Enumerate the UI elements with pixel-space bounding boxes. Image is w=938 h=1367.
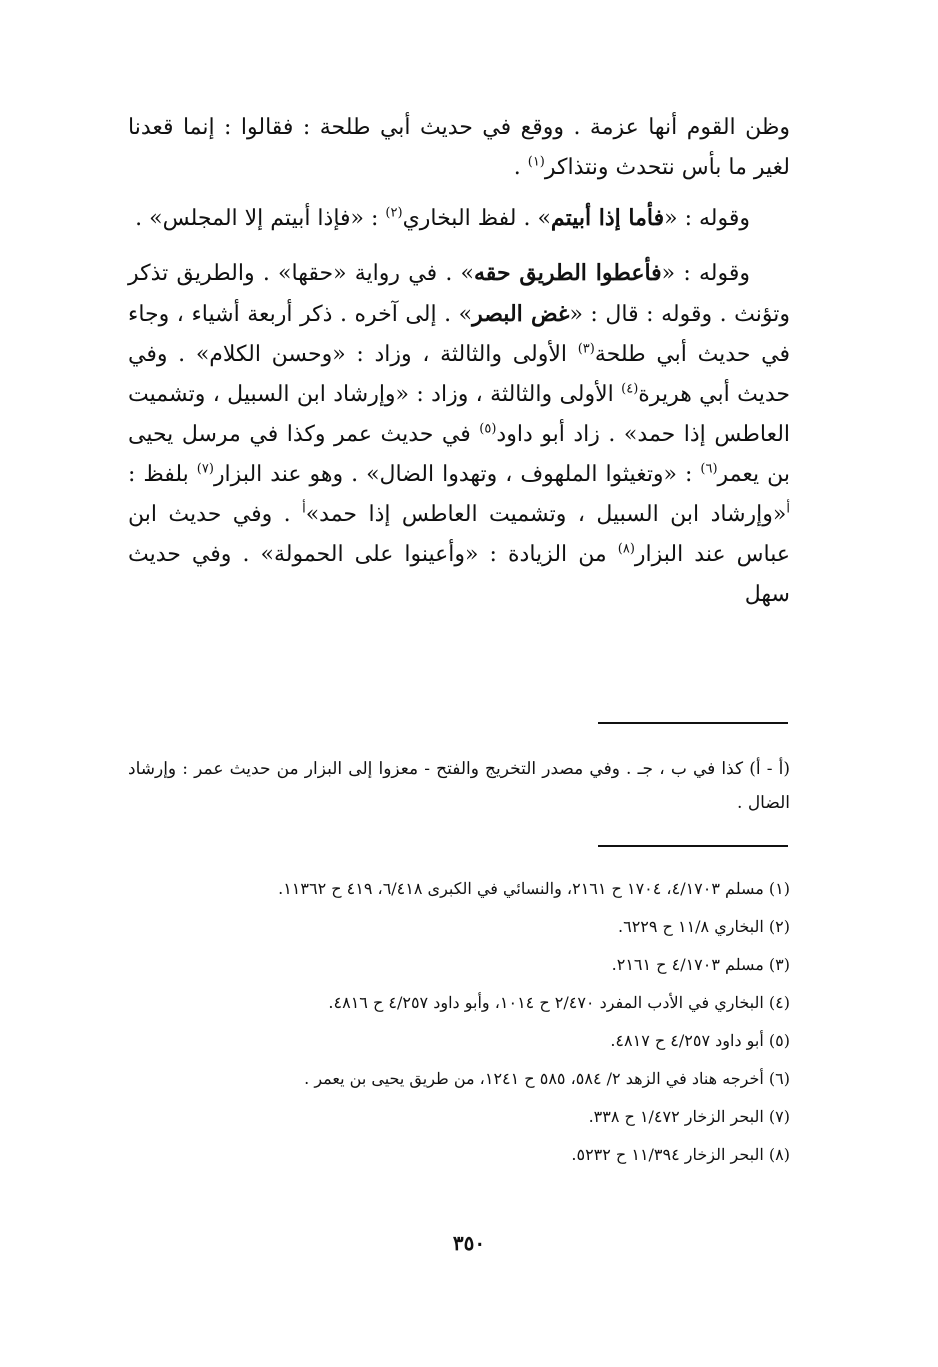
variant-marker-close: أ [302,501,306,517]
footnote-4: (٤) البخاري في الأدب المفرد ٢/٤٧٠ ح ١٠١٤، وأبو داود ٤/٢٥٧ ح ٤٨١٦. [328,993,790,1012]
paragraph-2-lead: وقوله : « [664,206,750,231]
paragraph-2 [128,198,790,239]
paragraph-3-segment-3: الأولى والثالثة ، وزاد : «وحسن الكلام» . وفي حديث أبي هريرة [128,342,790,407]
footnote-3: (٣) مسلم ٤/١٧٠٣ ح ٢١٦١. [611,955,790,974]
paragraph-2-tail: : «فإذا أبيتم إلا المجلس» . [135,206,386,231]
paragraph-3-bold-quote-2: غض البصر [472,301,570,327]
paragraph-1-end: . [513,155,528,180]
paragraph-3-segment-8: «وإرشاد ابن السبيل ، وتشميت العاطس إذا حمد» [305,502,787,527]
footnote-ref-6: (٦) [700,461,718,477]
paragraph-1-text: وظن القوم أنها عزمة . ووقع في حديث أبي طلحة : فقالوا : إنما قعدنا لغير ما بأس نتحدث ونتذاكر [128,115,790,180]
main-text-body [128,108,790,615]
footnote-5: (٥) أبو داود ٤/٢٥٧ ح ٤٨١٧. [610,1031,790,1050]
footnote-ref-5: (٥) [479,421,497,437]
footnote-7: (٧) البحر الزخار ١/٤٧٢ ح ٣٣٨. [588,1107,790,1126]
paragraph-3-segment-10: من الزيادة : «وأعينوا على الحمولة» . وفي حديث سهل [128,542,790,607]
variant-note-divider [598,722,788,724]
paragraph-3-segment-4: الأولى والثالثة ، وزاد : «وإرشاد ابن السبيل ، وتشميت العاطس إذا حمد» . زاد أبو داود [128,382,791,447]
footnote-ref-3: (٣) [577,341,595,357]
footnote-ref-8: (٨) [617,541,635,557]
paragraph-1 [128,108,790,188]
footnote-2: (٢) البخاري ١١/٨ ح ٦٢٢٩. [618,917,790,936]
footnotes-list [110,870,790,1174]
footnote-ref-2: (٢) [385,205,403,221]
variant-marker-open: أ [786,501,790,517]
paragraph-2-bold-quote: فأما إذا أبيتم [550,205,665,231]
footnotes-divider [598,845,788,847]
paragraph-3-segment-1: » . في رواية «حقها» . والطريق تذكر وتؤنث . وقوله : قال : « [128,261,790,327]
paragraph-3-segment-6: : «وتغيثوا الملهوف ، وتهدوا الضال» . وهو عند البزار [213,462,701,487]
paragraph-3-lead: وقوله : « [661,261,750,286]
footnote-8: (٨) البحر الزخار ١١/٣٩٤ ح ٥٢٣٢. [571,1145,790,1164]
paragraph-3-segment-2: » . إلى آخره . ذكر أربعة أشياء ، وجاء في حديث أبي طلحة [128,302,790,367]
footnote-6: (٦) أخرجه هناد في الزهد ٢/ ٥٨٤، ٥٨٥ ح ١٢٤١، من طريق يحيى بن يعمر . [304,1069,790,1088]
paragraph-3-segment-9: . وفي حديث ابن عباس عند البزار [128,502,790,567]
paragraph-2-mid: » . لفظ البخاري [402,206,551,231]
variant-note: (أ - أ) كذا في ب ، جـ . وفي مصدر التخريج والفتح - معزوا إلى البزار من حديث عمر : وإرشاد الضال . [128,759,790,813]
footnote-1: (١) مسلم ٤/١٧٠٣، ١٧٠٤ ح ٢١٦١، والنسائي في الكبرى ٦/٤١٨، ٤١٩ ح ١١٣٦٢. [278,879,790,898]
paragraph-3 [128,253,790,615]
paragraph-3-bold-quote: فأعطوا الطريق حقه [474,260,662,286]
footnote-ref-4: (٤) [621,381,639,397]
footnote-ref-1: (١) [527,154,545,170]
page-number: ٣٥٠ [452,1231,486,1255]
paragraph-3-segment-7: بلفظ : [128,462,197,487]
paragraph-3-segment-5: في حديث عمر وكذا في مرسل يحيى بن يعمر [128,422,790,487]
footnote-ref-7: (٧) [196,461,214,477]
